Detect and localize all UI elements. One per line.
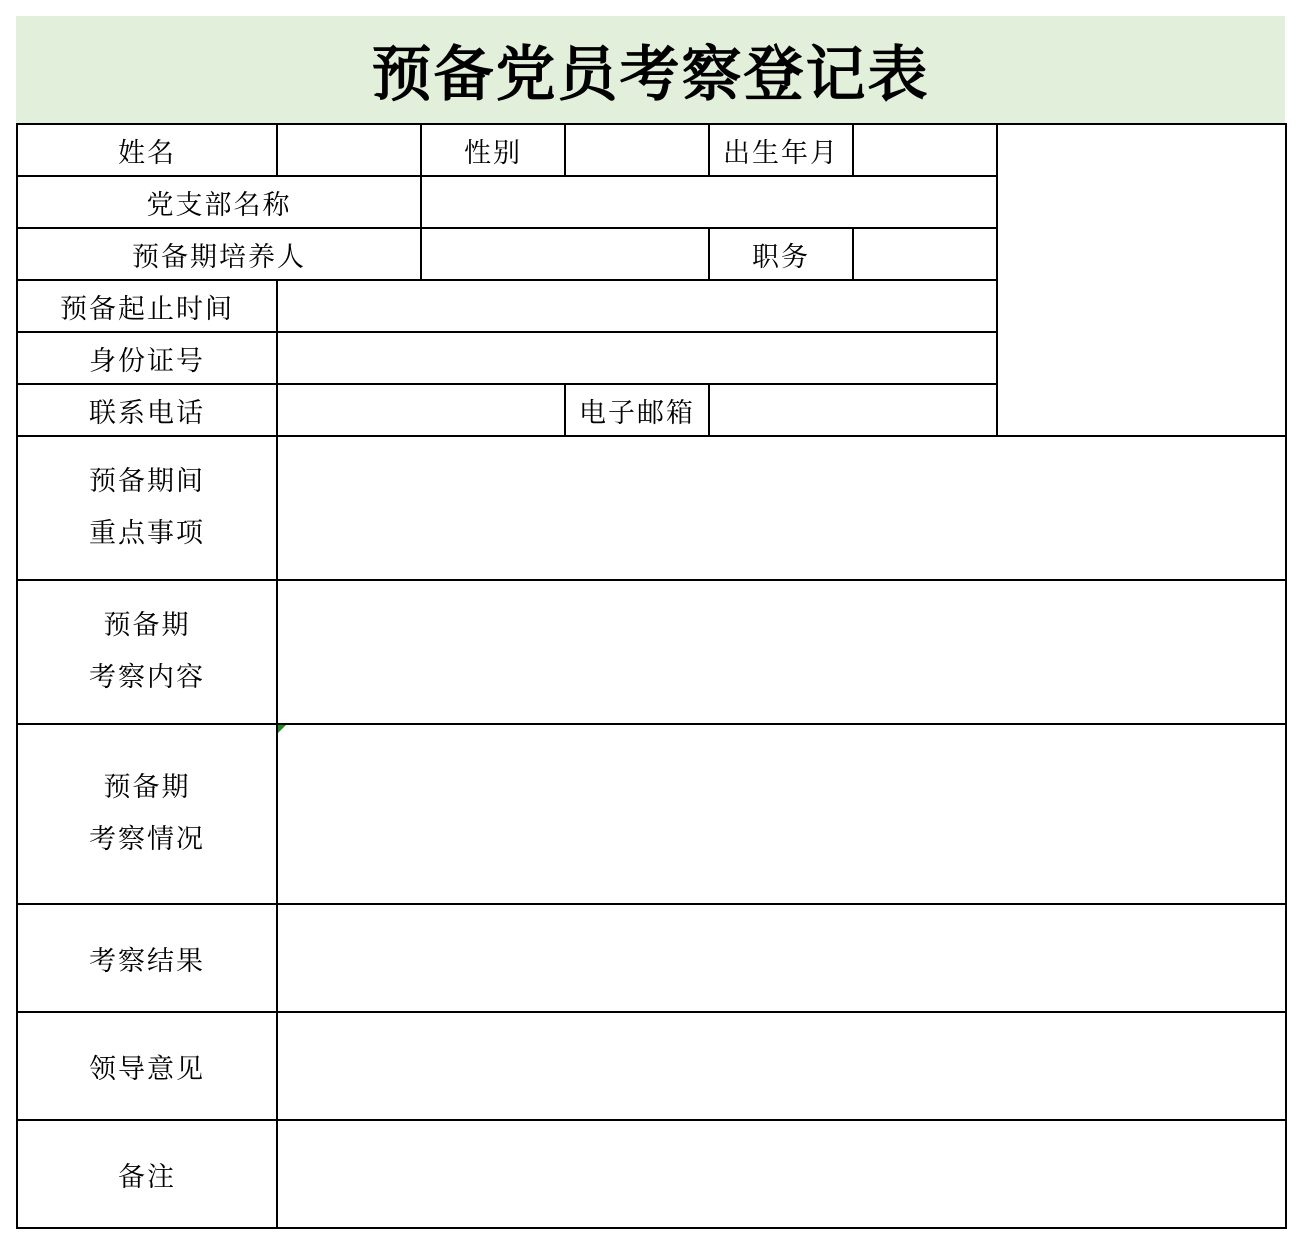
label-content (17, 580, 277, 724)
email-field[interactable] (709, 384, 997, 436)
page-title: 预备党员考察登记表 (371, 39, 930, 110)
label-gender: 性别 (421, 124, 565, 176)
birth-field[interactable] (853, 124, 997, 176)
registration-form (16, 123, 1287, 1229)
result-field[interactable] (277, 904, 1286, 1012)
label-branch: 党支部名称 (17, 176, 421, 228)
phone-field[interactable] (277, 384, 565, 436)
label-key-items-line2: 重点事项 (89, 518, 205, 549)
photo-cell[interactable] (997, 124, 1286, 436)
gender-field[interactable] (565, 124, 709, 176)
label-position: 职务 (709, 228, 853, 280)
label-key-items-line1: 预备期间 (89, 466, 205, 497)
label-situation-line1: 预备期 (103, 772, 191, 803)
leader-field[interactable] (277, 1012, 1286, 1120)
label-situation (17, 724, 277, 904)
label-phone: 联系电话 (17, 384, 277, 436)
label-leader: 领导意见 (17, 1012, 277, 1120)
label-mentor: 预备期培养人 (17, 228, 421, 280)
position-field[interactable] (853, 228, 997, 280)
title-banner (16, 16, 1285, 123)
id-number-field[interactable] (277, 332, 997, 384)
situation-field[interactable] (277, 724, 1286, 904)
label-remarks: 备注 (17, 1120, 277, 1228)
label-id-number: 身份证号 (17, 332, 277, 384)
label-key-items (17, 436, 277, 580)
period-field[interactable] (277, 280, 997, 332)
label-birth: 出生年月 (709, 124, 853, 176)
label-result: 考察结果 (17, 904, 277, 1012)
label-content-line2: 考察内容 (89, 662, 205, 693)
label-situation-line2: 考察情况 (89, 824, 205, 855)
label-name: 姓名 (17, 124, 277, 176)
name-field[interactable] (277, 124, 421, 176)
label-content-line1: 预备期 (103, 610, 191, 641)
content-field[interactable] (277, 580, 1286, 724)
key-items-field[interactable] (277, 436, 1286, 580)
remarks-field[interactable] (277, 1120, 1286, 1228)
label-period: 预备起止时间 (17, 280, 277, 332)
label-email: 电子邮箱 (565, 384, 709, 436)
branch-field[interactable] (421, 176, 997, 228)
mentor-field[interactable] (421, 228, 709, 280)
